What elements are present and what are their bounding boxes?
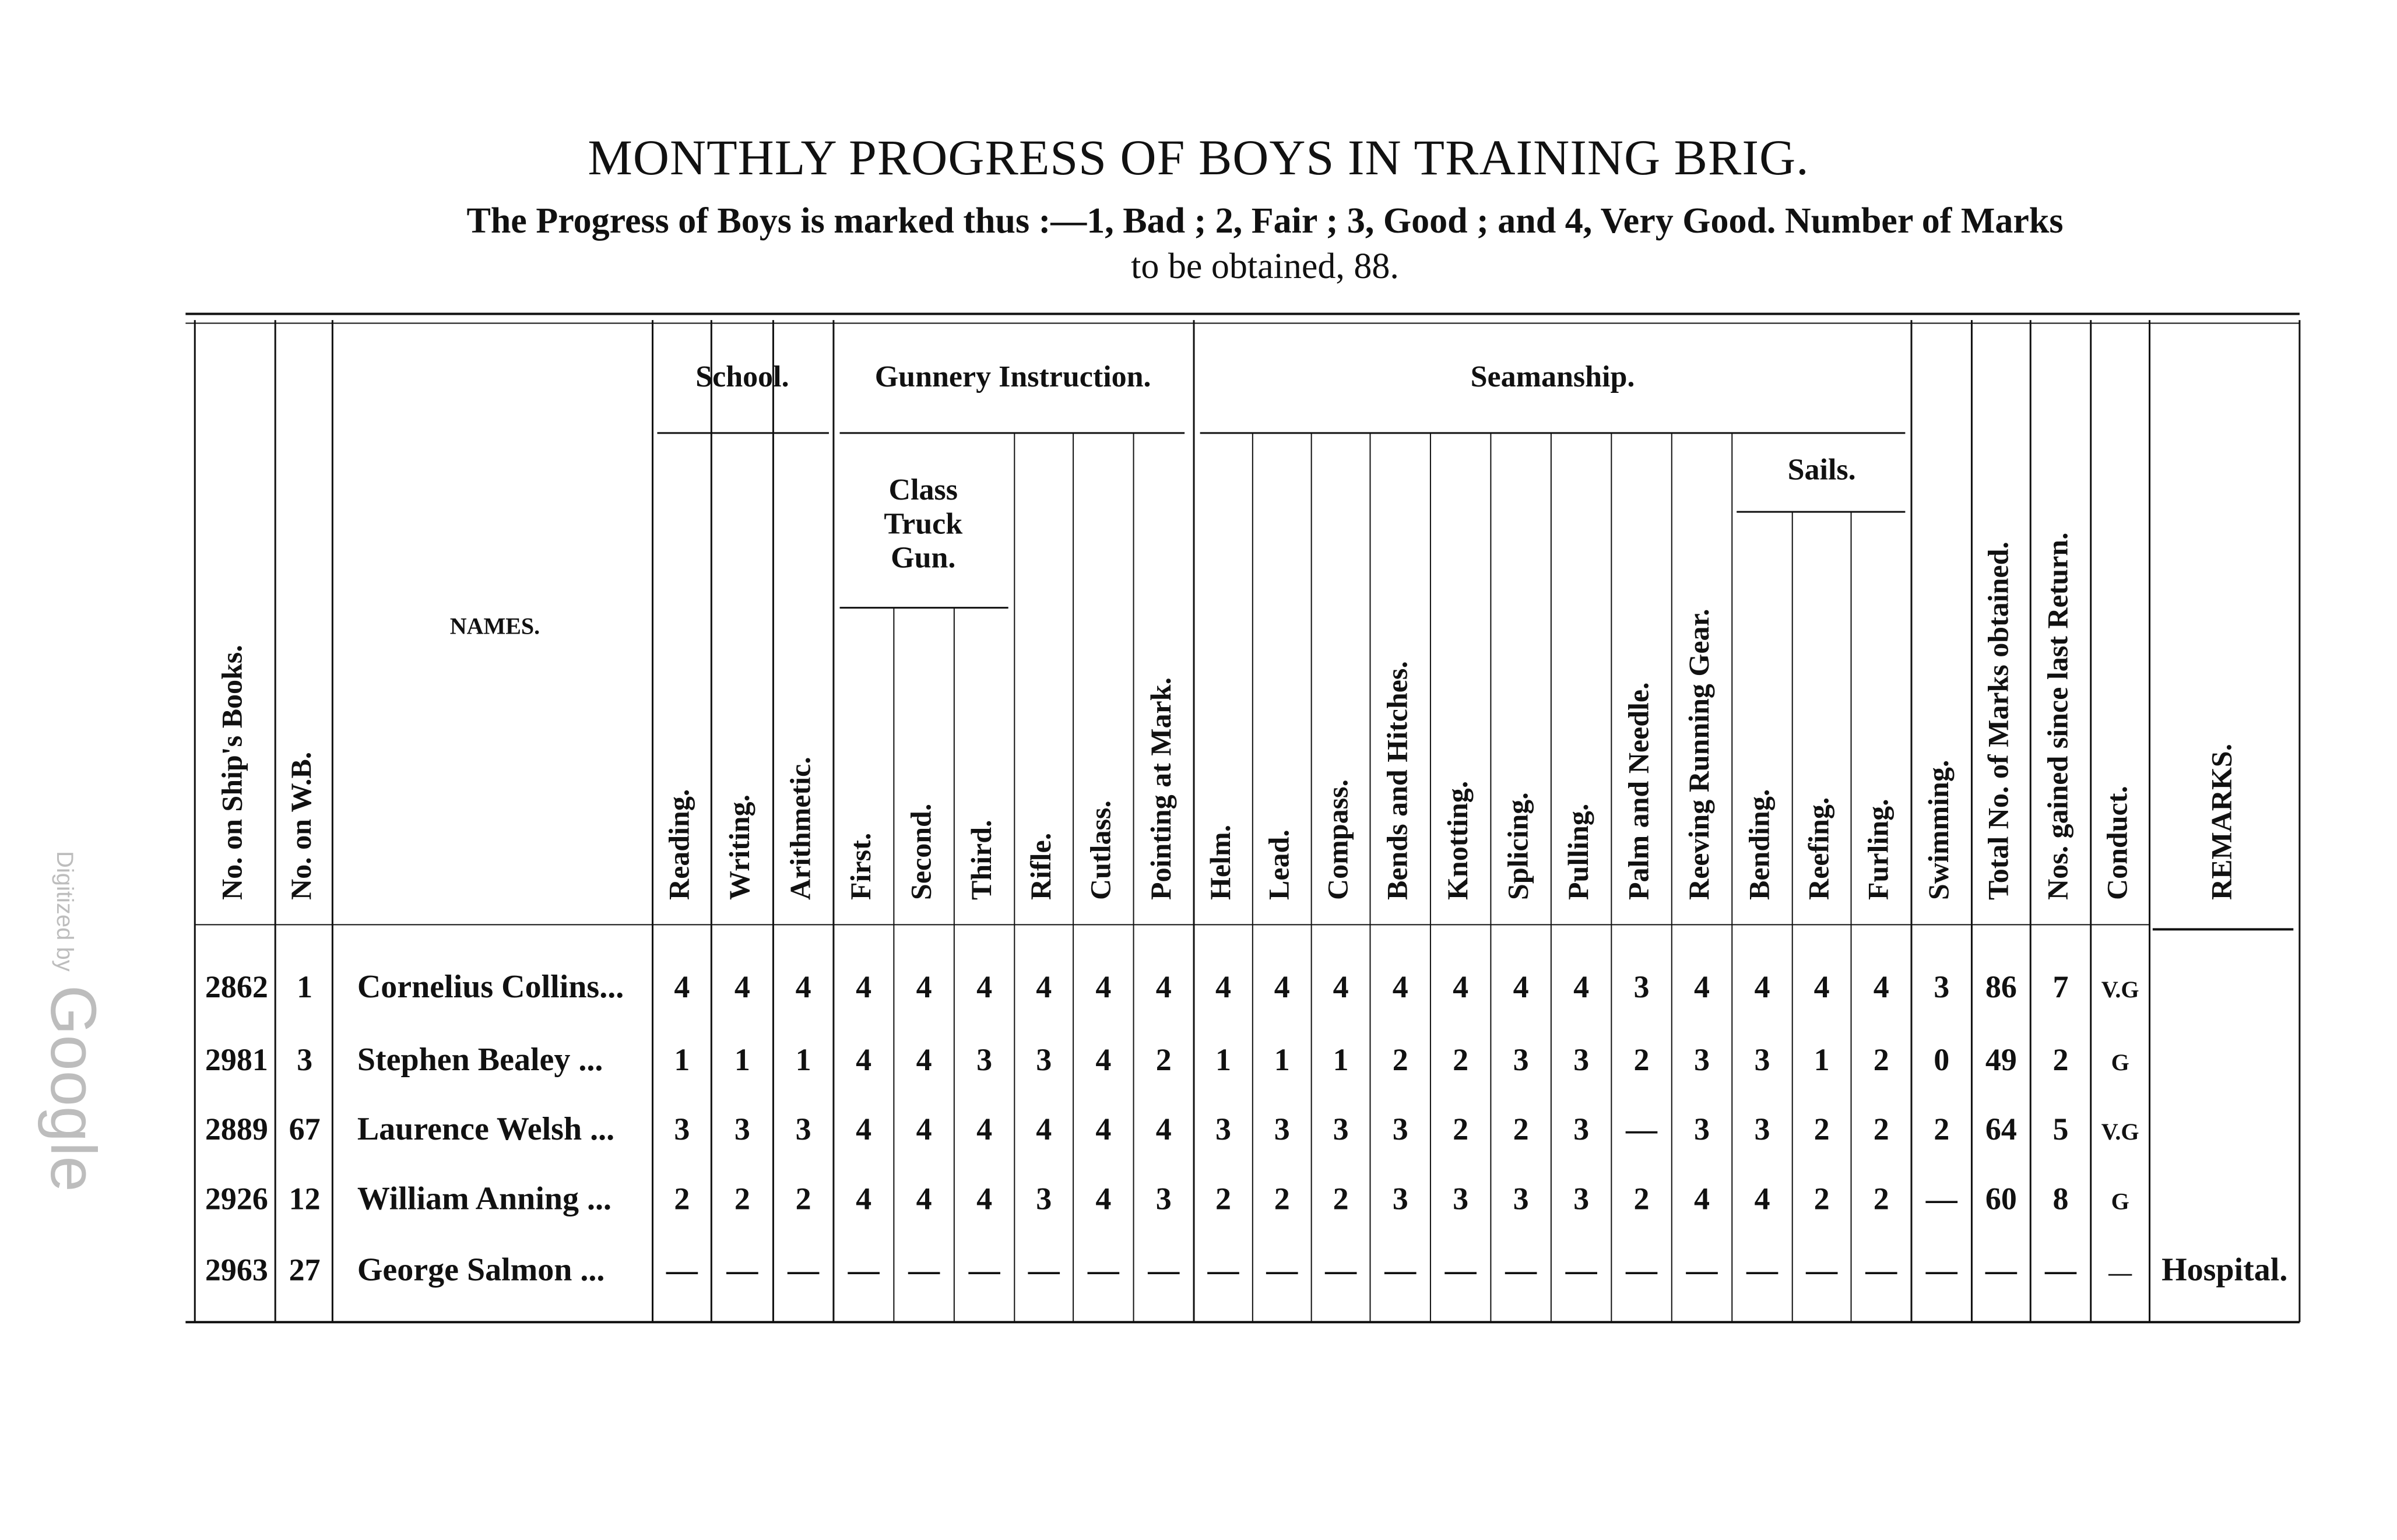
mark-reading: 1 (674, 1042, 690, 1077)
mark-pointing: 4 (1155, 1112, 1172, 1147)
mark-reeving: — (1686, 1252, 1718, 1288)
mark-second: 4 (916, 969, 932, 1005)
mark-helm: 2 (1215, 1181, 1231, 1216)
mark-swimming: 0 (1934, 1042, 1950, 1077)
wb-number: 12 (289, 1181, 321, 1216)
mark-furling: 2 (1873, 1112, 1889, 1147)
mark-reading: 4 (674, 969, 690, 1005)
mark-first: 4 (856, 1042, 872, 1077)
mark-second: — (908, 1252, 940, 1288)
col-header-total: Total No. of Marks obtained. (1981, 542, 2015, 900)
mark-third: 4 (976, 969, 993, 1005)
mark-pointing: 4 (1155, 969, 1172, 1005)
conduct-grade: G (2111, 1049, 2129, 1075)
mark-bending: 4 (1754, 969, 1770, 1005)
conduct-grade: — (2108, 1259, 2132, 1286)
table-row (205, 1111, 2139, 1147)
mark-furling: 4 (1873, 969, 1889, 1005)
group-sails-header: Sails. (1787, 453, 1856, 487)
col-header-furling: Furling. (1861, 799, 1895, 900)
mark-reading: 3 (674, 1112, 690, 1147)
col-header-conduct: Conduct. (2100, 786, 2134, 900)
col-header-rifle: Rifle. (1024, 832, 1057, 900)
mark-arithmetic: — (788, 1252, 820, 1288)
names-header: NAMES. (449, 613, 540, 639)
mark-reeving: 3 (1694, 1042, 1710, 1077)
col-header-pulling: Pulling. (1562, 803, 1595, 900)
mark-rifle: 3 (1036, 1181, 1052, 1216)
mark-bends: 3 (1392, 1112, 1408, 1147)
mark-reefing: 2 (1813, 1112, 1830, 1147)
ship-books-number: 2926 (205, 1181, 268, 1216)
mark-swimming: — (1925, 1181, 1957, 1216)
table-row (205, 1252, 2287, 1288)
mark-splicing: 3 (1513, 1181, 1529, 1216)
ship-books-number: 2889 (205, 1112, 268, 1147)
mark-bends: 3 (1392, 1181, 1408, 1216)
class-truck-gun-line-1: Class (888, 473, 958, 507)
col-header-splicing: Splicing. (1501, 792, 1534, 900)
marks-gained: 5 (2052, 1112, 2069, 1147)
conduct-grade: V.G (2101, 976, 2139, 1003)
mark-bends: 2 (1392, 1042, 1408, 1077)
col-header-remarks: REMARKS. (2205, 743, 2238, 900)
remarks-text: Hospital. (2161, 1251, 2288, 1288)
mark-pulling: 3 (1573, 1042, 1590, 1077)
mark-writing: 4 (734, 969, 750, 1005)
mark-lead: 3 (1274, 1112, 1290, 1147)
total-marks: 64 (1985, 1112, 2017, 1147)
mark-palm: 2 (1633, 1042, 1650, 1077)
boy-name: Laurence Welsh ... (357, 1111, 615, 1148)
mark-reefing: — (1806, 1252, 1838, 1288)
mark-knotting: 3 (1453, 1181, 1469, 1216)
col-header-reeving: Reeving Running Gear. (1682, 609, 1715, 900)
group-school-header: School. (695, 360, 789, 394)
col-header-palm: Palm and Needle. (1622, 682, 1655, 900)
col-header-third: Third. (965, 820, 998, 900)
mark-cutlass: 4 (1095, 1112, 1112, 1147)
mark-helm: — (1207, 1252, 1239, 1288)
mark-rifle: 4 (1036, 969, 1052, 1005)
mark-arithmetic: 3 (795, 1112, 811, 1147)
mark-rifle: 3 (1036, 1042, 1052, 1077)
mark-helm: 1 (1215, 1042, 1231, 1077)
mark-bending: — (1746, 1252, 1778, 1288)
mark-pulling: 3 (1573, 1112, 1590, 1147)
table-row (205, 969, 2139, 1005)
mark-writing: — (726, 1252, 758, 1288)
mark-splicing: — (1505, 1252, 1537, 1288)
col-header-compass: Compass. (1321, 779, 1354, 900)
mark-rifle: 4 (1036, 1112, 1052, 1147)
mark-reefing: 1 (1813, 1042, 1830, 1077)
mark-palm: — (1626, 1112, 1658, 1147)
mark-reading: — (666, 1252, 698, 1288)
group-gunnery-header: Gunnery Instruction. (874, 360, 1151, 394)
mark-splicing: 2 (1513, 1112, 1529, 1147)
class-truck-gun-line-2: Truck (884, 507, 963, 541)
mark-reeving: 4 (1694, 969, 1710, 1005)
mark-reading: 2 (674, 1181, 690, 1216)
mark-arithmetic: 1 (795, 1042, 811, 1077)
table-row (205, 1042, 2129, 1078)
col-header-writing: Writing. (722, 794, 755, 900)
watermark-digitized-by: Digitized by (52, 851, 78, 972)
watermark-google: Google (37, 985, 109, 1192)
mark-writing: 1 (734, 1042, 750, 1077)
mark-cutlass: 4 (1095, 1181, 1112, 1216)
marks-gained: 8 (2052, 1181, 2069, 1216)
col-header-first: First. (844, 832, 877, 900)
total-marks: 49 (1985, 1042, 2017, 1077)
col-header-arithmetic: Arithmetic. (783, 757, 817, 900)
mark-reefing: 2 (1813, 1181, 1830, 1216)
col-header-cutlass: Cutlass. (1084, 800, 1117, 900)
subtitle-line-1: The Progress of Boys is marked thus :—1, Bad ; 2, Fair ; 3, Good ; and 4, Very Good. Number of Marks (466, 201, 2064, 241)
mark-compass: 4 (1333, 969, 1349, 1005)
total-marks: 86 (1985, 969, 2017, 1005)
google-watermark (37, 851, 109, 1192)
mark-palm: — (1626, 1252, 1658, 1288)
mark-lead: 2 (1274, 1181, 1290, 1216)
mark-arithmetic: 4 (795, 969, 811, 1005)
mark-third: — (968, 1252, 1000, 1288)
mark-cutlass: 4 (1095, 969, 1112, 1005)
boy-name: George Salmon ... (357, 1251, 605, 1288)
page-title: MONTHLY PROGRESS OF BOYS IN TRAINING BRIG. (588, 129, 1809, 185)
mark-bends: — (1384, 1252, 1417, 1288)
total-marks: 60 (1985, 1181, 2017, 1216)
mark-writing: 2 (734, 1181, 750, 1216)
mark-cutlass: — (1087, 1252, 1119, 1288)
mark-helm: 3 (1215, 1112, 1231, 1147)
mark-second: 4 (916, 1042, 932, 1077)
conduct-grade: V.G (2101, 1119, 2139, 1145)
mark-pointing: 3 (1155, 1181, 1172, 1216)
mark-third: 3 (976, 1042, 993, 1077)
ship-books-number: 2963 (205, 1252, 268, 1288)
mark-swimming: 3 (1934, 969, 1950, 1005)
mark-swimming: 2 (1934, 1112, 1950, 1147)
mark-reeving: 3 (1694, 1112, 1710, 1147)
col-header-ship_books: No. on Ship's Books. (215, 645, 248, 900)
boy-name: Stephen Bealey ... (357, 1041, 603, 1078)
mark-knotting: 2 (1453, 1042, 1469, 1077)
mark-rifle: — (1028, 1252, 1060, 1288)
mark-compass: 1 (1333, 1042, 1349, 1077)
mark-knotting: 4 (1453, 969, 1469, 1005)
wb-number: 1 (297, 969, 313, 1005)
mark-lead: 1 (1274, 1042, 1290, 1077)
col-header-gained: Nos. gained since last Return. (2041, 532, 2074, 900)
mark-palm: 2 (1633, 1181, 1650, 1216)
mark-knotting: 2 (1453, 1112, 1469, 1147)
mark-reeving: 4 (1694, 1181, 1710, 1216)
col-header-bending: Bending. (1742, 789, 1776, 900)
mark-first: 4 (856, 1112, 872, 1147)
mark-knotting: — (1444, 1252, 1477, 1288)
mark-bending: 3 (1754, 1112, 1770, 1147)
mark-pointing: 2 (1155, 1042, 1172, 1077)
wb-number: 67 (289, 1112, 321, 1147)
marks-gained: 7 (2052, 969, 2069, 1005)
mark-compass: 2 (1333, 1181, 1349, 1216)
marks-gained: — (2044, 1252, 2076, 1288)
mark-swimming: — (1925, 1252, 1957, 1288)
marks-gained: 2 (2052, 1042, 2069, 1077)
mark-pointing: — (1148, 1252, 1180, 1288)
table-row (205, 1181, 2129, 1217)
mark-second: 4 (916, 1112, 932, 1147)
boy-name: Cornelius Collins... (357, 969, 624, 1005)
mark-furling: 2 (1873, 1181, 1889, 1216)
mark-third: 4 (976, 1112, 993, 1147)
total-marks: — (1985, 1252, 2017, 1288)
mark-reefing: 4 (1813, 969, 1830, 1005)
col-header-helm: Helm. (1203, 824, 1236, 900)
mark-furling: 2 (1873, 1042, 1889, 1077)
mark-writing: 3 (734, 1112, 750, 1147)
col-header-lead: Lead. (1262, 829, 1295, 900)
mark-palm: 3 (1633, 969, 1650, 1005)
mark-compass: 3 (1333, 1112, 1349, 1147)
mark-compass: — (1325, 1252, 1357, 1288)
mark-first: 4 (856, 969, 872, 1005)
mark-lead: 4 (1274, 969, 1290, 1005)
col-header-reading: Reading. (662, 789, 695, 900)
mark-bends: 4 (1392, 969, 1408, 1005)
mark-arithmetic: 2 (795, 1181, 811, 1216)
class-truck-gun-line-3: Gun. (891, 541, 956, 575)
mark-first: — (848, 1252, 880, 1288)
boy-name: William Anning ... (357, 1180, 612, 1217)
ship-books-number: 2862 (205, 969, 268, 1005)
mark-bending: 4 (1754, 1181, 1770, 1216)
group-seamanship-header: Seamanship. (1470, 360, 1635, 394)
wb-number: 27 (289, 1252, 321, 1288)
mark-splicing: 4 (1513, 969, 1529, 1005)
mark-pulling: 3 (1573, 1181, 1590, 1216)
mark-pulling: 4 (1573, 969, 1590, 1005)
col-header-wb: No. on W.B. (284, 751, 317, 900)
mark-lead: — (1266, 1252, 1298, 1288)
mark-pulling: — (1565, 1252, 1597, 1288)
col-header-pointing: Pointing at Mark. (1144, 677, 1177, 900)
col-header-swimming: Swimming. (1922, 760, 1955, 900)
col-header-reefing: Reefing. (1802, 797, 1835, 900)
col-header-second: Second. (904, 803, 937, 900)
mark-helm: 4 (1215, 969, 1231, 1005)
mark-cutlass: 4 (1095, 1042, 1112, 1077)
conduct-grade: G (2111, 1188, 2129, 1215)
mark-furling: — (1865, 1252, 1897, 1288)
mark-bending: 3 (1754, 1042, 1770, 1077)
ship-books-number: 2981 (205, 1042, 268, 1077)
mark-second: 4 (916, 1181, 932, 1216)
col-header-knotting: Knotting. (1441, 780, 1474, 900)
wb-number: 3 (297, 1042, 313, 1077)
mark-splicing: 3 (1513, 1042, 1529, 1077)
mark-first: 4 (856, 1181, 872, 1216)
col-header-bends: Bends and Hitches. (1380, 661, 1414, 900)
mark-third: 4 (976, 1181, 993, 1216)
subtitle-line-2: to be obtained, 88. (1131, 247, 1399, 286)
